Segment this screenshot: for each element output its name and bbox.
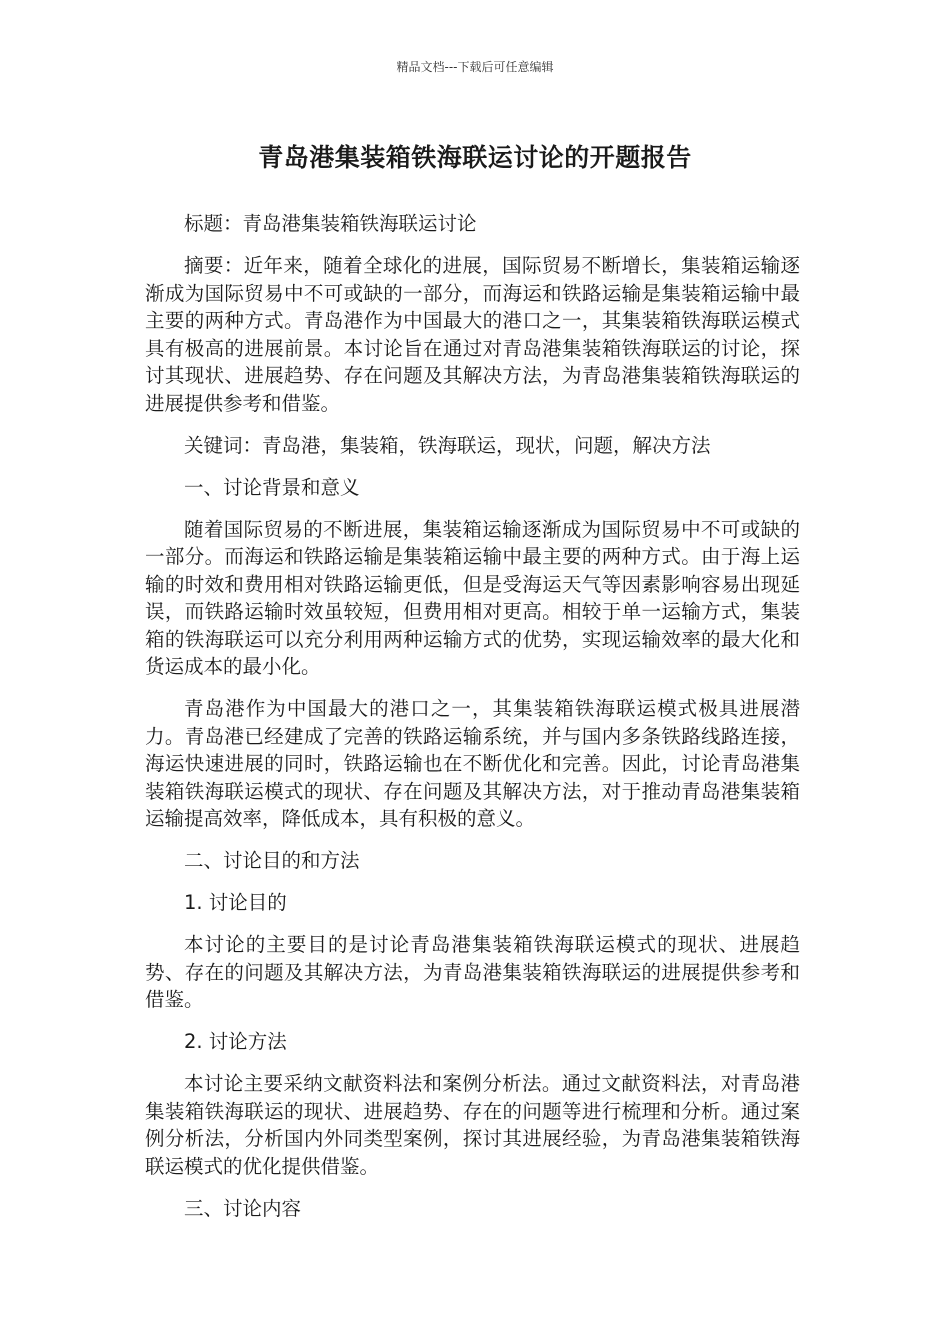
header-note: 精品文档---下载后可任意编辑 xyxy=(396,60,554,74)
section-1-paragraph-2: 青岛港作为中国最大的港口之一，其集装箱铁海联运模式极具进展潜力。青岛港已经建成了完善的铁路运输系统，并与国内多条铁路线路连接，海运快速进展的同时，铁路运输也在不断优化和完善。因此，讨论青岛港集装箱铁海联运模式的现状、存在问题及其解决方法，对于推动青岛港集装箱运输提高效率，降低成本，具有积极的意义。 xyxy=(145,697,800,830)
abstract-paragraph: 摘要：近年来，随着全球化的进展，国际贸易不断增长，集装箱运输逐渐成为国际贸易中不可或缺的一部分，而海运和铁路运输是集装箱运输中最主要的两种方式。青岛港作为中国最大的港口之一，其集装箱铁海联运模式具有极高的进展前景。本讨论旨在通过对青岛港集装箱铁海联运的讨论，探讨其现状、进展趋势、存在问题及其解决方法，为青岛港集装箱铁海联运的进展提供参考和借鉴。 xyxy=(145,254,800,415)
keywords-line: 关键词：青岛港，集装箱，铁海联运，现状，问题，解决方法 xyxy=(184,433,711,457)
document-body xyxy=(145,210,800,1237)
section-1-paragraph-1: 随着国际贸易的不断进展，集装箱运输逐渐成为国际贸易中不可或缺的一部分。而海运和铁路运输是集装箱运输中最主要的两种方式。由于海上运输的时效和费用相对铁路运输更低，但是受海运天气等因素影响容易出现延误，而铁路运输时效虽较短，但费用相对更高。相较于单一运输方式，集装箱的铁海联运可以充分利用两种运输方式的优势，实现运输效率的最大化和货运成本的最小化。 xyxy=(145,517,800,678)
subsection-1-heading: 1. 讨论目的 xyxy=(184,891,287,914)
document-title: 青岛港集装箱铁海联运讨论的开题报告 xyxy=(258,143,692,172)
subsection-1-paragraph: 本讨论的主要目的是讨论青岛港集装箱铁海联运模式的现状、进展趋势、存在的问题及其解决方法，为青岛港集装箱铁海联运的进展提供参考和借鉴。 xyxy=(145,933,800,1011)
section-2-heading: 二、讨论目的和方法 xyxy=(184,849,360,872)
subsection-2-heading: 2. 讨论方法 xyxy=(184,1030,287,1053)
section-3-heading: 三、讨论内容 xyxy=(184,1196,302,1220)
section-1-heading: 一、讨论背景和意义 xyxy=(184,475,360,499)
subsection-2-paragraph: 本讨论主要采纳文献资料法和案例分析法。通过文献资料法，对青岛港集装箱铁海联运的现状、进展趋势、存在的问题等进行梳理和分析。通过案例分析法，分析国内外同类型案例，探讨其进展经验，为青岛港集装箱铁海联运模式的优化提供借鉴。 xyxy=(145,1072,800,1178)
title-label-line: 标题：青岛港集装箱铁海联运讨论 xyxy=(184,212,477,235)
